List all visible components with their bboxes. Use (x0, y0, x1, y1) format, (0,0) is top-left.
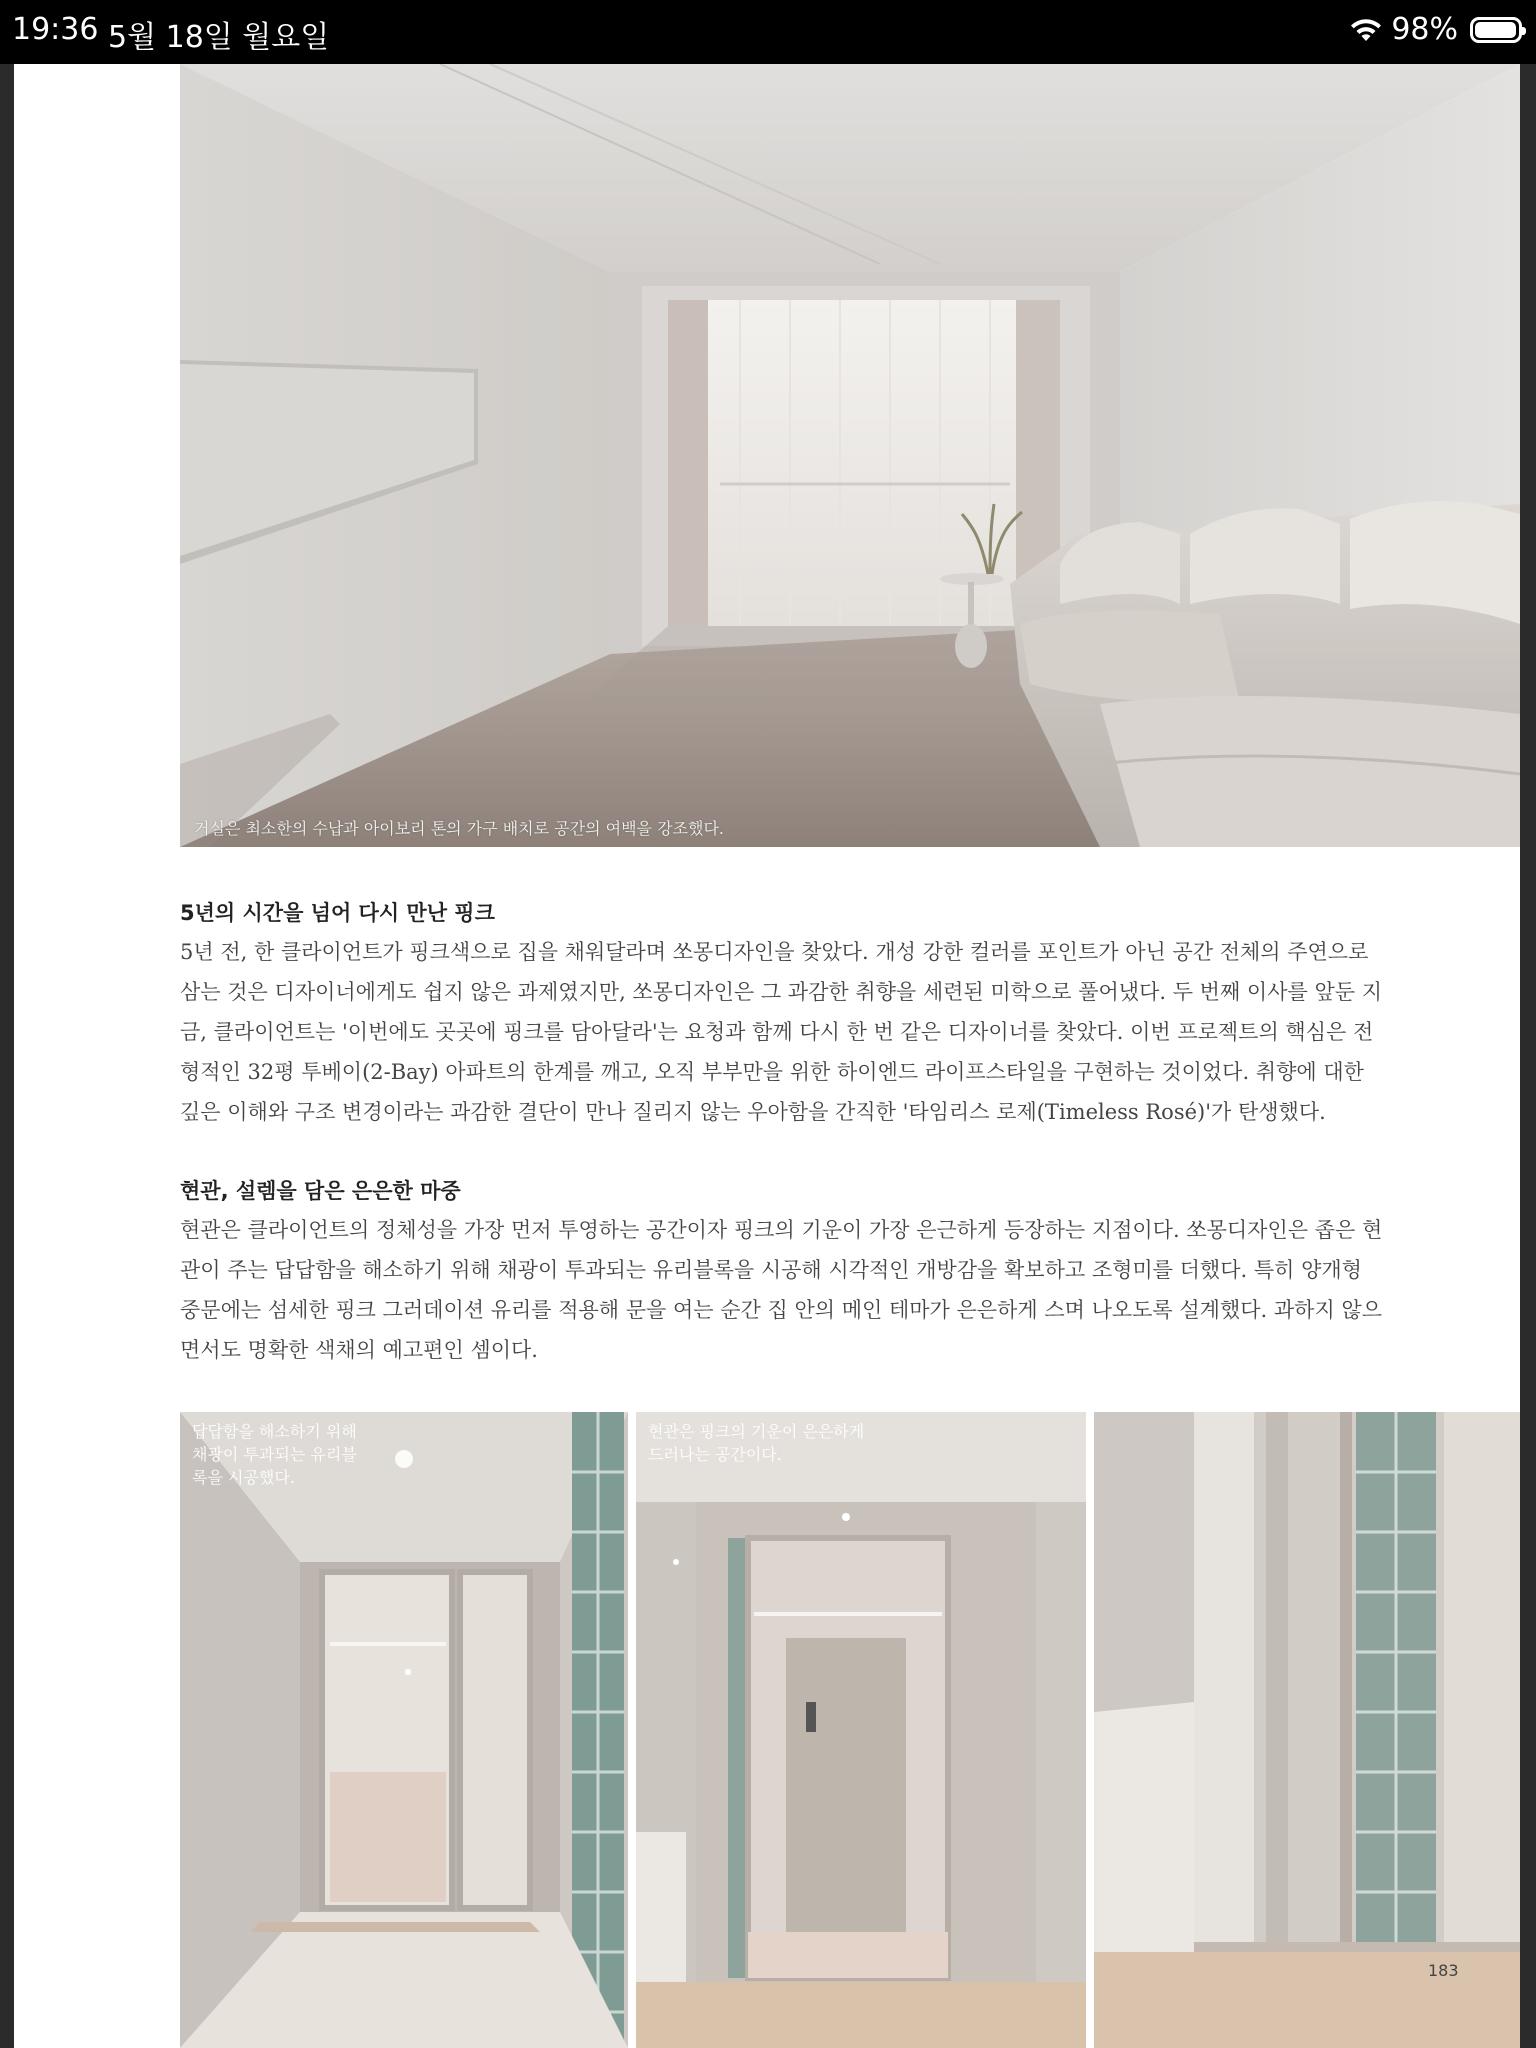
section2-line: 면서도 명확한 색채의 예고편인 셈이다. (180, 1338, 538, 1362)
status-indicators (1349, 12, 1522, 47)
section1-line: 금, 클라이언트는 '이번에도 곳곳에 핑크를 담아달라'는 요청과 함께 다시 한 번 같은 디자이너를 찾았다. 이번 프로젝트의 핵심은 전 (180, 1020, 1374, 1044)
section1-line: 형적인 32평 투베이(2-Bay) 아파트의 한계를 깨고, 오직 부부만을 위한 하이엔드 라이프스타일을 구현하는 것이었다. 취향에 대한 (180, 1060, 1364, 1084)
left-photo-caption (192, 1420, 357, 1489)
hero-caption: 거실은 최소한의 수납과 아이보리 톤의 가구 배치로 공간의 여백을 강조했다. (194, 819, 724, 838)
caption-line: 채광이 투과되는 유리블 (192, 1445, 357, 1464)
section2-line: 중문에는 섬세한 핑크 그러데이션 유리를 적용해 문을 여는 순간 집 안의 메인 테마가 은은하게 스며 나오도록 설계했다. 과하지 않으 (180, 1298, 1382, 1322)
caption-line: 답답함을 해소하기 위해 (192, 1422, 357, 1441)
magazine-page[interactable] (14, 64, 1520, 2048)
status-time: 19:36 (12, 12, 99, 47)
section1-body (180, 932, 1402, 1132)
entrance-corridor-photo (180, 1412, 628, 2048)
section2-line: 관이 주는 답답함을 해소하기 위해 채광이 투과되는 유리블록을 시공해 시각적인 개방감을 확보하고 조형미를 더했다. 특히 양개형 (180, 1258, 1362, 1282)
caption-line: 드러나는 공간이다. (648, 1445, 782, 1464)
section1-heading: 5년의 시간을 넘어 다시 만난 핑크 (180, 901, 495, 925)
section1-line: 삼는 것은 디자이너에게도 쉽지 않은 과제였지만, 쏘몽디자인은 그 과감한 취향을 세련된 미학으로 풀어냈다. 두 번째 이사를 앞둔 지 (180, 980, 1382, 1004)
section2-line: 현관은 클라이언트의 정체성을 가장 먼저 투영하는 공간이자 핑크의 기운이 가장 은근하게 등장하는 지점이다. 쏘몽디자인은 좁은 현 (180, 1218, 1383, 1242)
door-detail-illustration (1094, 1412, 1520, 2048)
battery-icon (1470, 17, 1522, 43)
section1-line: 5년 전, 한 클라이언트가 핑크색으로 집을 채워달라며 쏘몽디자인을 찾았다. 개성 강한 컬러를 포인트가 아닌 공간 전체의 주연으로 (180, 940, 1369, 964)
page-number: 183 (1428, 1961, 1459, 1980)
entrance-door-photo (636, 1412, 1086, 2048)
battery-percent: 98% (1391, 12, 1458, 47)
section1-line: 깊은 이해와 구조 변경이라는 과감한 결단이 만나 질리지 않는 우아함을 간직한 '타임리스 로제(Timeless Rosé)'가 탄생했다. (180, 1100, 1326, 1124)
middle-photo-caption (648, 1420, 864, 1466)
entrance-door-illustration (636, 1412, 1086, 2048)
section2-heading: 현관, 설렘을 담은 은은한 마중 (180, 1179, 461, 1203)
status-bar (0, 0, 1536, 64)
caption-line: 현관은 핑크의 기운이 은은하게 (648, 1422, 865, 1441)
living-room-photo (180, 64, 1520, 847)
entrance-corridor-illustration (180, 1412, 628, 2048)
wifi-icon (1349, 17, 1383, 43)
status-date: 5월 18일 월요일 (108, 20, 330, 55)
living-room-illustration (180, 64, 1520, 847)
section2-body (180, 1210, 1402, 1370)
door-detail-photo (1094, 1412, 1520, 2048)
caption-line: 록을 시공했다. (192, 1468, 295, 1487)
